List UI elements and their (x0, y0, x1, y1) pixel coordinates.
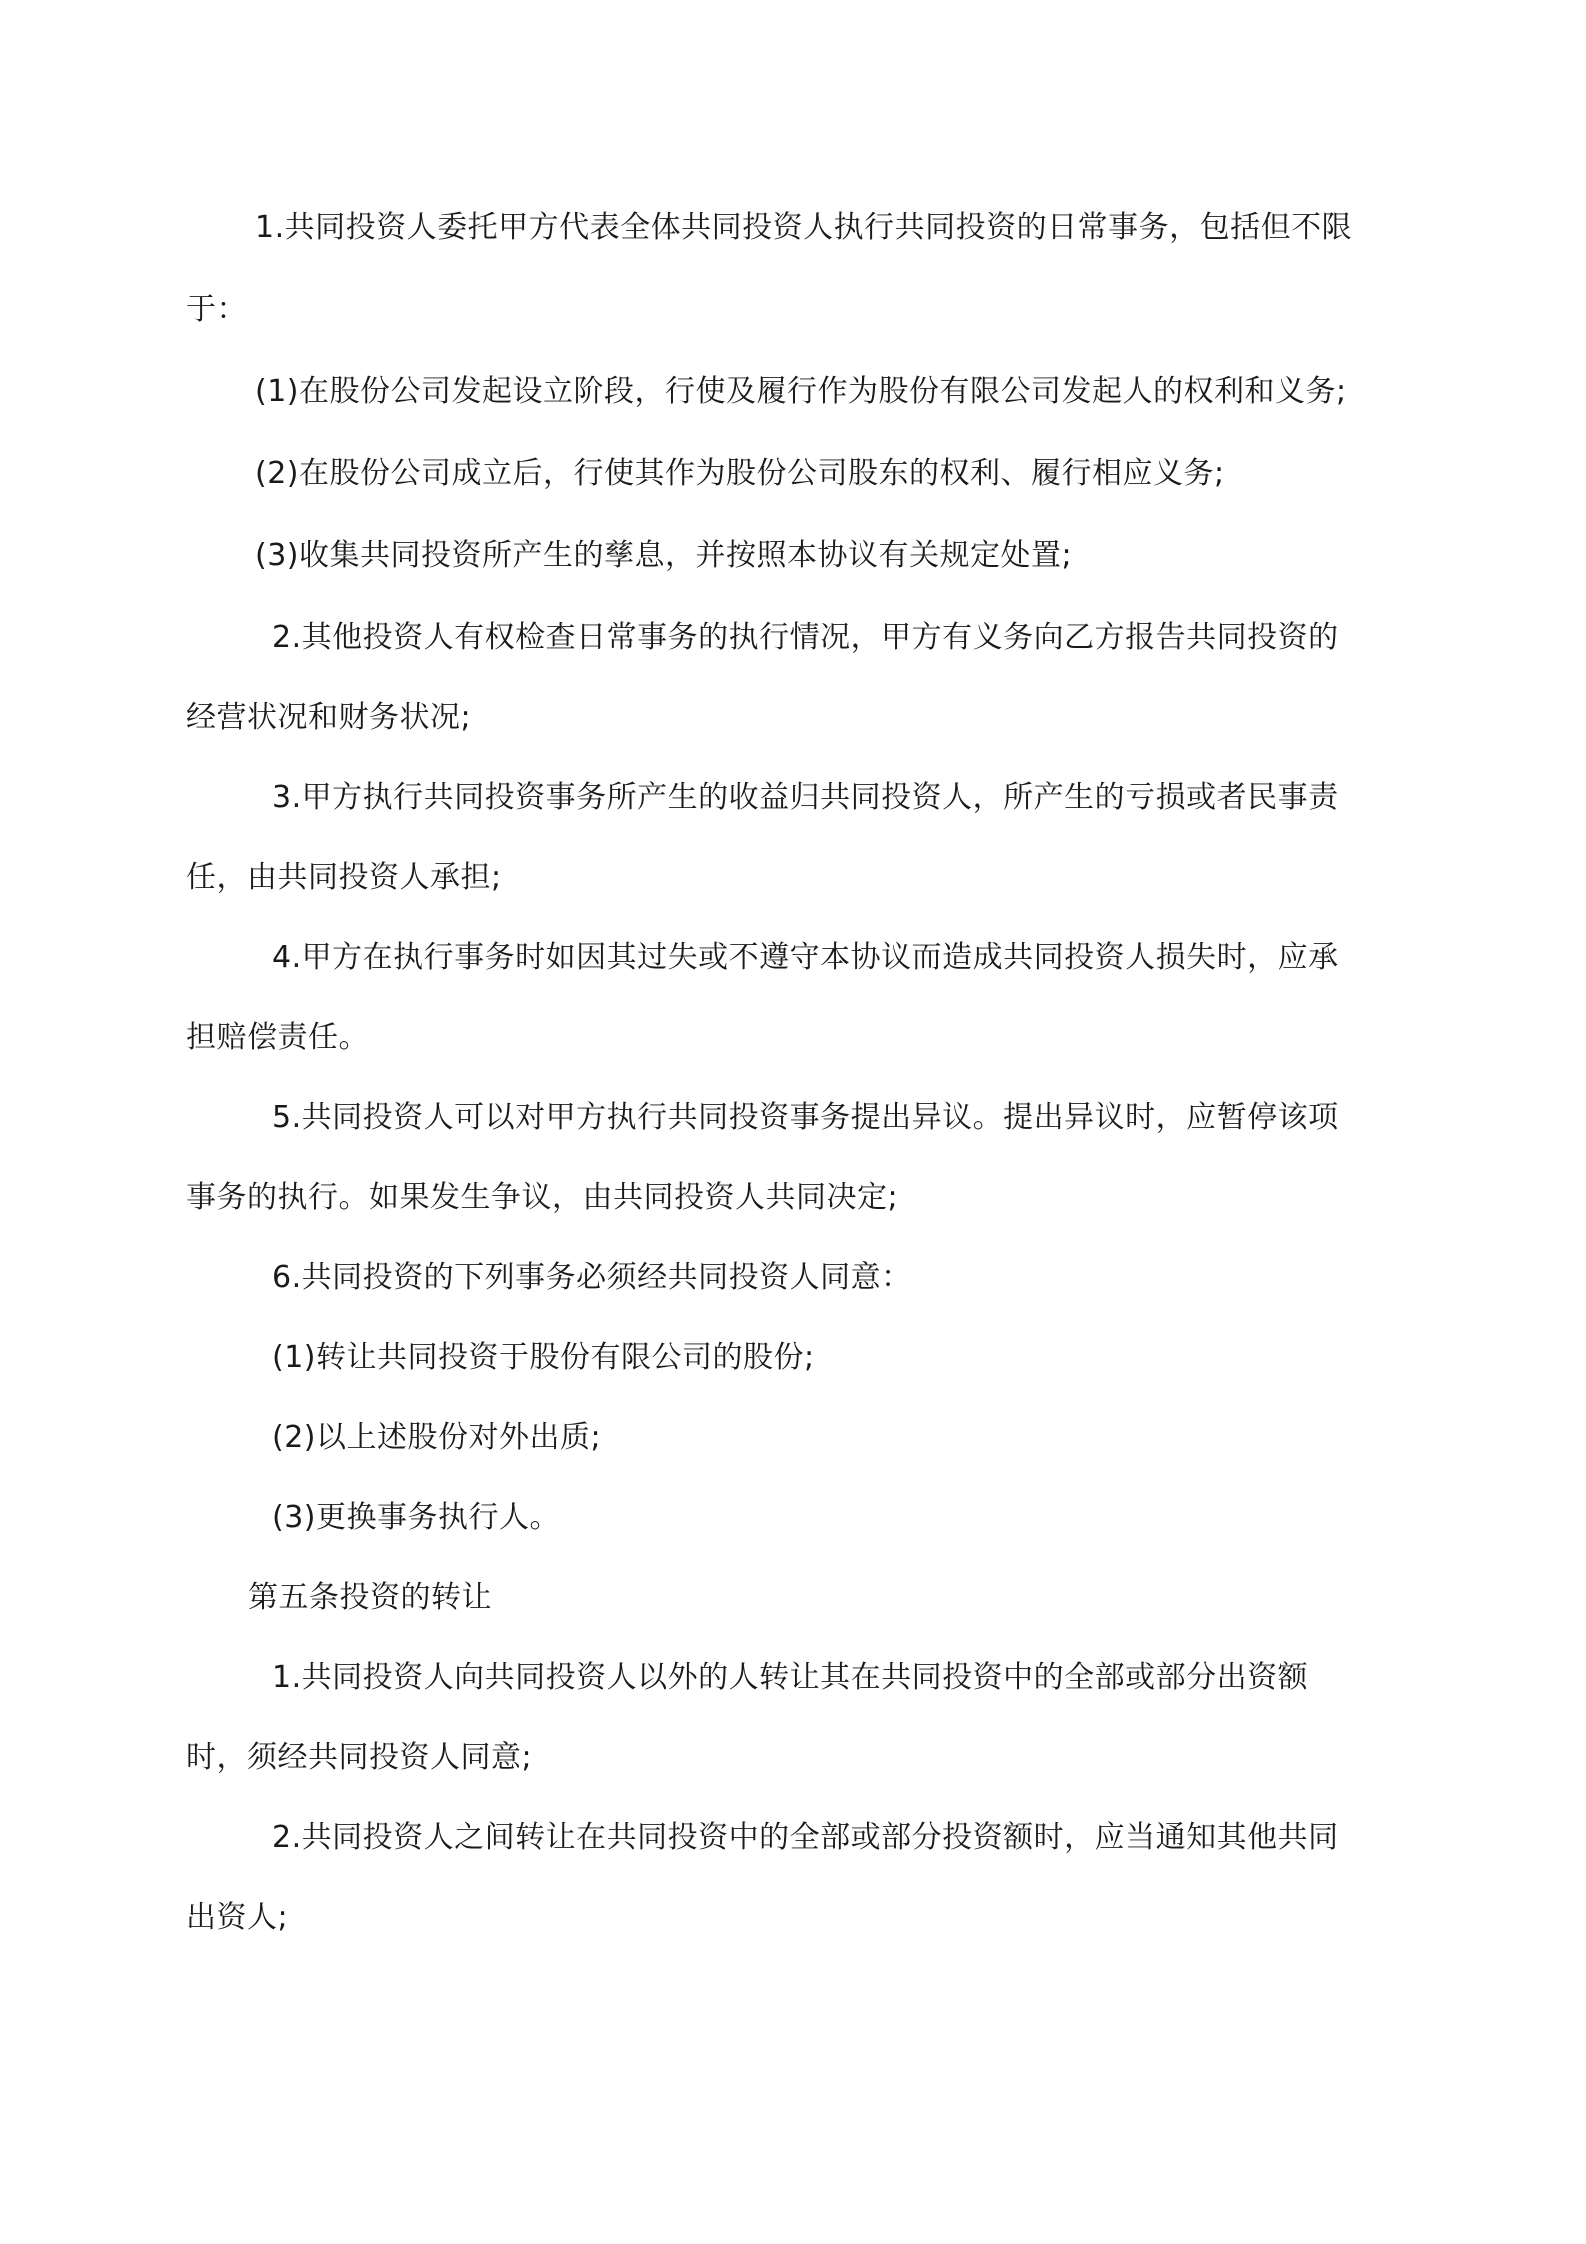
clause-4-line-2: 担赔偿责任。 (186, 1020, 369, 1055)
transfer-clause-1-line-2: 时，须经共同投资人同意; (186, 1740, 533, 1775)
clause-3-line-2: 任，由共同投资人承担; (186, 860, 502, 895)
clause-1-line-1: 1.共同投资人委托甲方代表全体共同投资人执行共同投资的日常事务，包括但不限 (255, 210, 1353, 245)
clause-1-line-2: 于： (186, 292, 247, 327)
clause-1-item-1: (1)在股份公司发起设立阶段，行使及履行作为股份有限公司发起人的权利和义务; (255, 374, 1347, 409)
clause-4-line-1: 4.甲方在执行事务时如因其过失或不遵守本协议而造成共同投资人损失时，应承 (272, 940, 1339, 975)
clause-6-item-2: (2)以上述股份对外出质; (272, 1420, 602, 1455)
clause-6-item-3: (3)更换事务执行人。 (272, 1500, 560, 1535)
clause-6-line-1: 6.共同投资的下列事务必须经共同投资人同意： (272, 1260, 912, 1295)
transfer-clause-2-line-2: 出资人; (186, 1900, 289, 1935)
clause-2-line-1: 2.其他投资人有权检查日常事务的执行情况，甲方有义务向乙方报告共同投资的 (272, 620, 1339, 655)
transfer-clause-2-line-1: 2.共同投资人之间转让在共同投资中的全部或部分投资额时，应当通知其他共同 (272, 1820, 1339, 1855)
article-5-heading: 第五条投资的转让 (248, 1580, 492, 1615)
clause-6-item-1: (1)转让共同投资于股份有限公司的股份; (272, 1340, 815, 1375)
clause-1-item-3: (3)收集共同投资所产生的孳息，并按照本协议有关规定处置; (255, 538, 1073, 573)
clause-2-line-2: 经营状况和财务状况; (186, 700, 472, 735)
clause-1-item-2: (2)在股份公司成立后，行使其作为股份公司股东的权利、履行相应义务; (255, 456, 1225, 491)
clause-3-line-1: 3.甲方执行共同投资事务所产生的收益归共同投资人，所产生的亏损或者民事责 (272, 780, 1339, 815)
clause-5-line-1: 5.共同投资人可以对甲方执行共同投资事务提出异议。提出异议时，应暂停该项 (272, 1100, 1339, 1135)
transfer-clause-1-line-1: 1.共同投资人向共同投资人以外的人转让其在共同投资中的全部或部分出资额 (272, 1660, 1309, 1695)
clause-5-line-2: 事务的执行。如果发生争议，由共同投资人共同决定; (186, 1180, 899, 1215)
